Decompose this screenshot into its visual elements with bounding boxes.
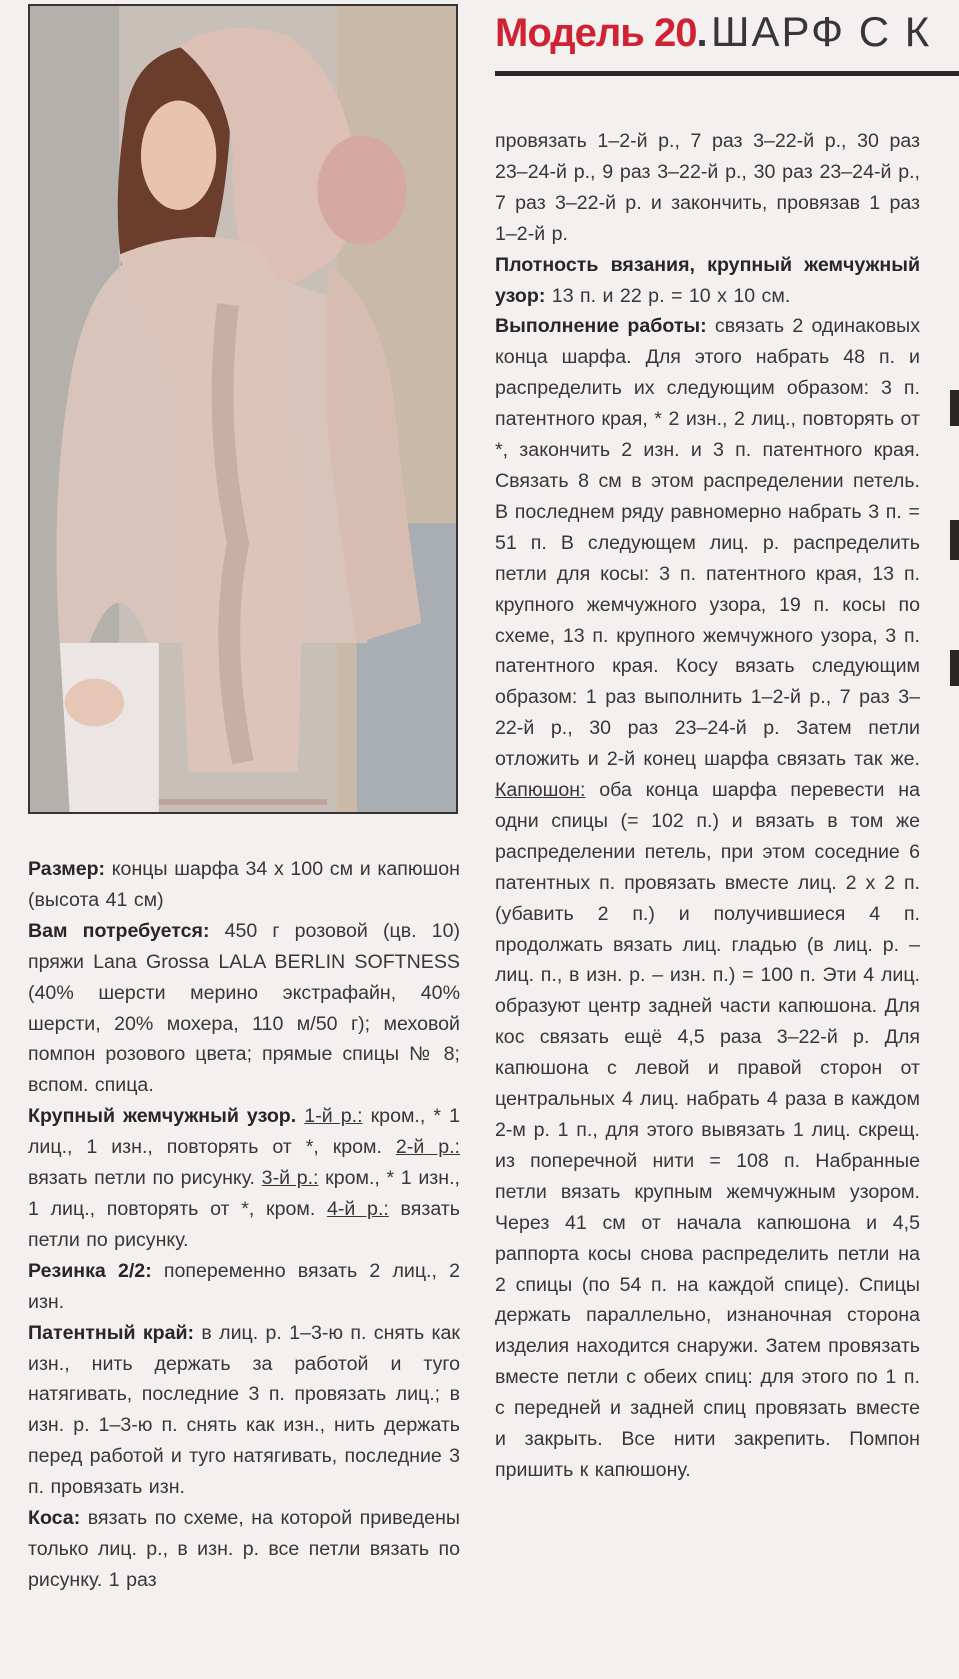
title-dot: . [696,11,707,55]
edge-lead: Патентный край: [28,1321,195,1344]
hood-text: оба конца шарфа перевести на одни спицы (= 102 п.) и вязать в том же распределении петель, при этом соседние 6 патентных п. провязать вместе лиц. 2 x 2 п. (убавить 2 п.) и получившиеся 4 п. продолжать вязать лиц. гладью (в лиц. р. – лиц. п., в изн. р. – изн. п.) = 100 п. Эти 4 лиц. образуют центр задней части капюшона. Для кос связать ещё 4,5 раза 3–22-й р. Для капюшона с левой и правой сторон от центральных 4 лиц. набрать 4 раза в каждом 2-м р. 1 п., для этого вывязать 1 лиц. скрещ. из поперечной нити = 108 п. Набранные петли вязать крупным жемчужным узором. Через 41 см от начала капюшона и 4,5 раппорта косы снова распределить петли на 2 спицы (по 54 п. на каждой спице). Спицы держать параллельно, изнаночная сторона изделия находится снаружи. Затем провязать вместе петли с обеих спиц: для этого по 1 п. с передней и задней спиц провязать вместе и закрыть. Все нити закрепить. Помпон пришить к капюшону. [495,779,920,1481]
pearl-text-4: вязать петли по рисунку. [28,1197,460,1251]
work-paragraph [495,311,920,1485]
rib-lead: Резинка 2/2: [28,1259,152,1282]
model-number: Модель 20 [495,11,697,55]
braid-text: вязать по схеме, на которой приведены только лиц. р., в изн. р. все петли вязать по рисунку. 1 раз [28,1507,460,1591]
edge-text: в лиц. р. 1–3-ю п. снять как изн., нить держать за работой и туго натягивать, последние 3 п. провязать лиц.; в изн. р. 1–3-ю п. снять как изн., нить держать перед работой и туго натягивать, последние 3 п. провязать изн. [28,1321,461,1499]
edge-paragraph [28,1318,460,1503]
braid-paragraph [28,1503,460,1596]
title-bar [495,8,959,76]
materials-paragraph [28,916,460,1101]
edge-mark [950,650,959,686]
work-text: связать 2 одинаковых конца шарфа. Для этого набрать 48 п. и распределить их следующим образом: 3 п. патентного края, * 2 изн., 2 лиц., повторять от *, закончить 2 изн. и 3 п. патентного края. Связать 8 см в этом распределении петель. В последнем ряду равномерно набрать 3 п. = 51 п. В следующем лиц. р. распределить петли для косы: 3 п. патентного края, 13 п. крупного жемчужного узора, 19 п. косы по схеме, 13 п. крупного жемчужного узора, 3 п. патентного края. Косу вязать следующим образом: 1 раз выполнить 1–2-й р., 7 раз 3–22-й р., 30 раз 23–24-й р. Затем петли отложить и 2-й конец шарфа связать так же. [495,315,921,771]
pearl-pattern-paragraph [28,1101,460,1256]
density-text: 13 п. и 22 р. = 10 x 10 см. [545,284,791,307]
braid-lead: Коса: [28,1507,81,1530]
materials-lead: Вам потребуется: [28,919,210,942]
pearl-row-1: 1-й р.: [304,1105,363,1128]
continuation-paragraph [495,126,920,250]
materials-text: 450 г розовой (цв. 10) пряжи Lana Grossa LALA BERLIN SOFTNESS (40% шерсти мерино экстрафайн, 40% шерсти, 20% мохера, 110 м/50 г); меховой помпон розового цвета; прямые спицы № 8; вспом. спица. [28,919,460,1097]
right-text-column [495,126,920,1486]
edge-mark [950,390,959,426]
model-photo [28,4,458,814]
pearl-row-3: 3-й р.: [261,1167,319,1190]
edge-mark [950,520,959,560]
pearl-row-4: 4-й р.: [326,1197,389,1220]
model-title: ШАРФ С К [711,8,932,55]
work-lead: Выполнение работы: [495,315,707,338]
size-lead: Размер: [28,858,106,880]
pearl-lead: Крупный жемчужный узор. [28,1105,297,1128]
photo-illustration [30,6,456,812]
left-text-column [28,854,460,1596]
pearl-text-3: кром., * 1 изн., 1 лиц., повторять от *, кром. [28,1167,460,1220]
size-paragraph [28,854,460,916]
hood-lead: Капюшон: [495,779,586,802]
pearl-text-2: вязать петли по рисунку. [28,1167,262,1190]
pearl-row-2: 2-й р.: [395,1136,460,1159]
continuation-text: провязать 1–2-й р., 7 раз 3–22-й р., 30 раз 23–24-й р., 9 раз 3–22-й р., 30 раз 23–24-й р., 7 раз 3–22-й р. и закончить, провязав 1 раз 1–2-й р. [495,130,920,245]
pearl-text-1: кром., * 1 лиц., 1 изн., повторять от *, кром. [28,1105,460,1159]
density-paragraph [495,250,920,312]
rib-text: попеременно вязать 2 лиц., 2 изн. [28,1259,460,1313]
rib-paragraph [28,1256,460,1318]
size-text: концы шарфа 34 x 100 см и капюшон (высота 41 см) [28,858,460,911]
density-lead: Плотность вязания, крупный жемчужный узор: [495,253,920,307]
